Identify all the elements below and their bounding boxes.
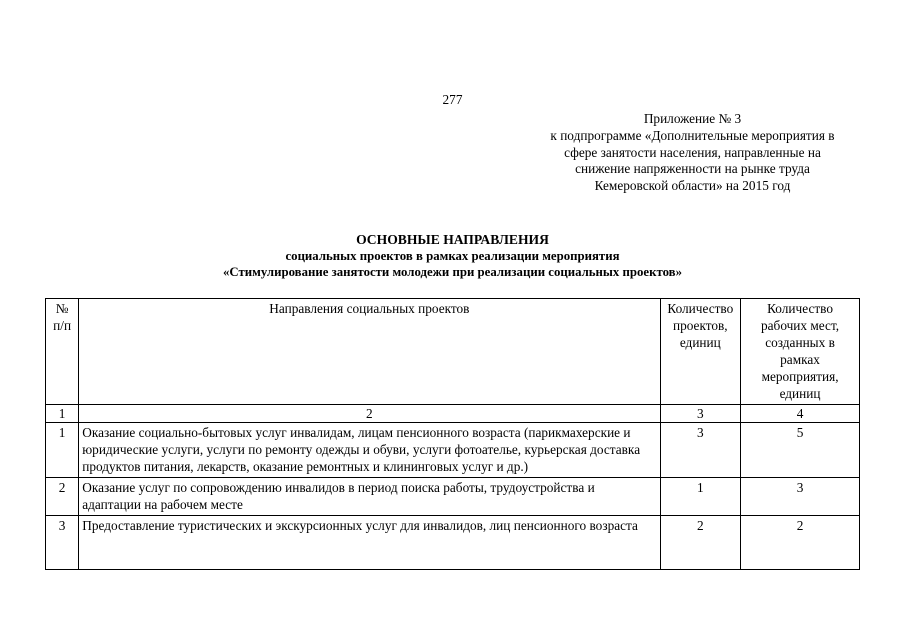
row-num: 2 (46, 478, 79, 516)
table-row (46, 516, 860, 570)
row-jobs: 3 (741, 478, 860, 516)
title-subtitle: социальных проектов в рамках реализации мероприятия (285, 249, 620, 263)
appendix-line: снижение напряженности на рынке труда (575, 161, 810, 177)
row-num: 1 (46, 423, 79, 478)
header-jobs: Количество рабочих мест, созданных в рамках мероприятия, единиц (741, 299, 860, 405)
appendix-line: к подпрограмме «Дополнительные мероприятия в (550, 127, 835, 143)
appendix-line: Кемеровской области» на 2015 год (594, 178, 791, 194)
header-projects: Количество проектов, единиц (660, 299, 741, 405)
title-main: ОСНОВНЫЕ НАПРАВЛЕНИЯ (356, 232, 549, 247)
table-row (46, 478, 860, 516)
appendix-line: Приложение № 3 (643, 111, 742, 126)
column-index: 3 (660, 405, 741, 423)
row-jobs: 5 (741, 423, 860, 478)
appendix-line: сфере занятости населения, направленные на (564, 144, 821, 160)
page-number: 277 (442, 92, 463, 107)
row-direction: Предоставление туристических и экскурсионных услуг для инвалидов, лиц пенсионного возраста (79, 516, 660, 570)
row-direction: Оказание услуг по сопровождению инвалидов в период поиска работы, трудоустройства и адаптации на рабочем месте (79, 478, 660, 516)
row-projects: 2 (660, 516, 741, 570)
table-row (46, 423, 860, 478)
header-num: № п/п (46, 299, 79, 405)
column-index: 4 (741, 405, 860, 423)
row-direction: Оказание социально-бытовых услуг инвалидам, лицам пенсионного возраста (парикмахерские и юридические услуги, услуги по ремонту одежды и обуви, услуги фотоателье, курьерская доставка продуктов питания, лекарств, оказание ремонтных и клининговых услуг и др.) (79, 423, 660, 478)
projects-table (45, 298, 860, 570)
header-direction: Направления социальных проектов (79, 299, 660, 405)
column-index: 2 (79, 405, 660, 423)
title-program: «Стимулирование занятости молодежи при реализации социальных проектов» (223, 265, 682, 279)
row-projects: 3 (660, 423, 741, 478)
table-header-row (46, 299, 860, 405)
document-title (0, 232, 905, 280)
row-projects: 1 (660, 478, 741, 516)
appendix-note (520, 111, 865, 195)
column-index: 1 (46, 405, 79, 423)
row-jobs: 2 (741, 516, 860, 570)
row-num: 3 (46, 516, 79, 570)
column-index-row (46, 405, 860, 423)
